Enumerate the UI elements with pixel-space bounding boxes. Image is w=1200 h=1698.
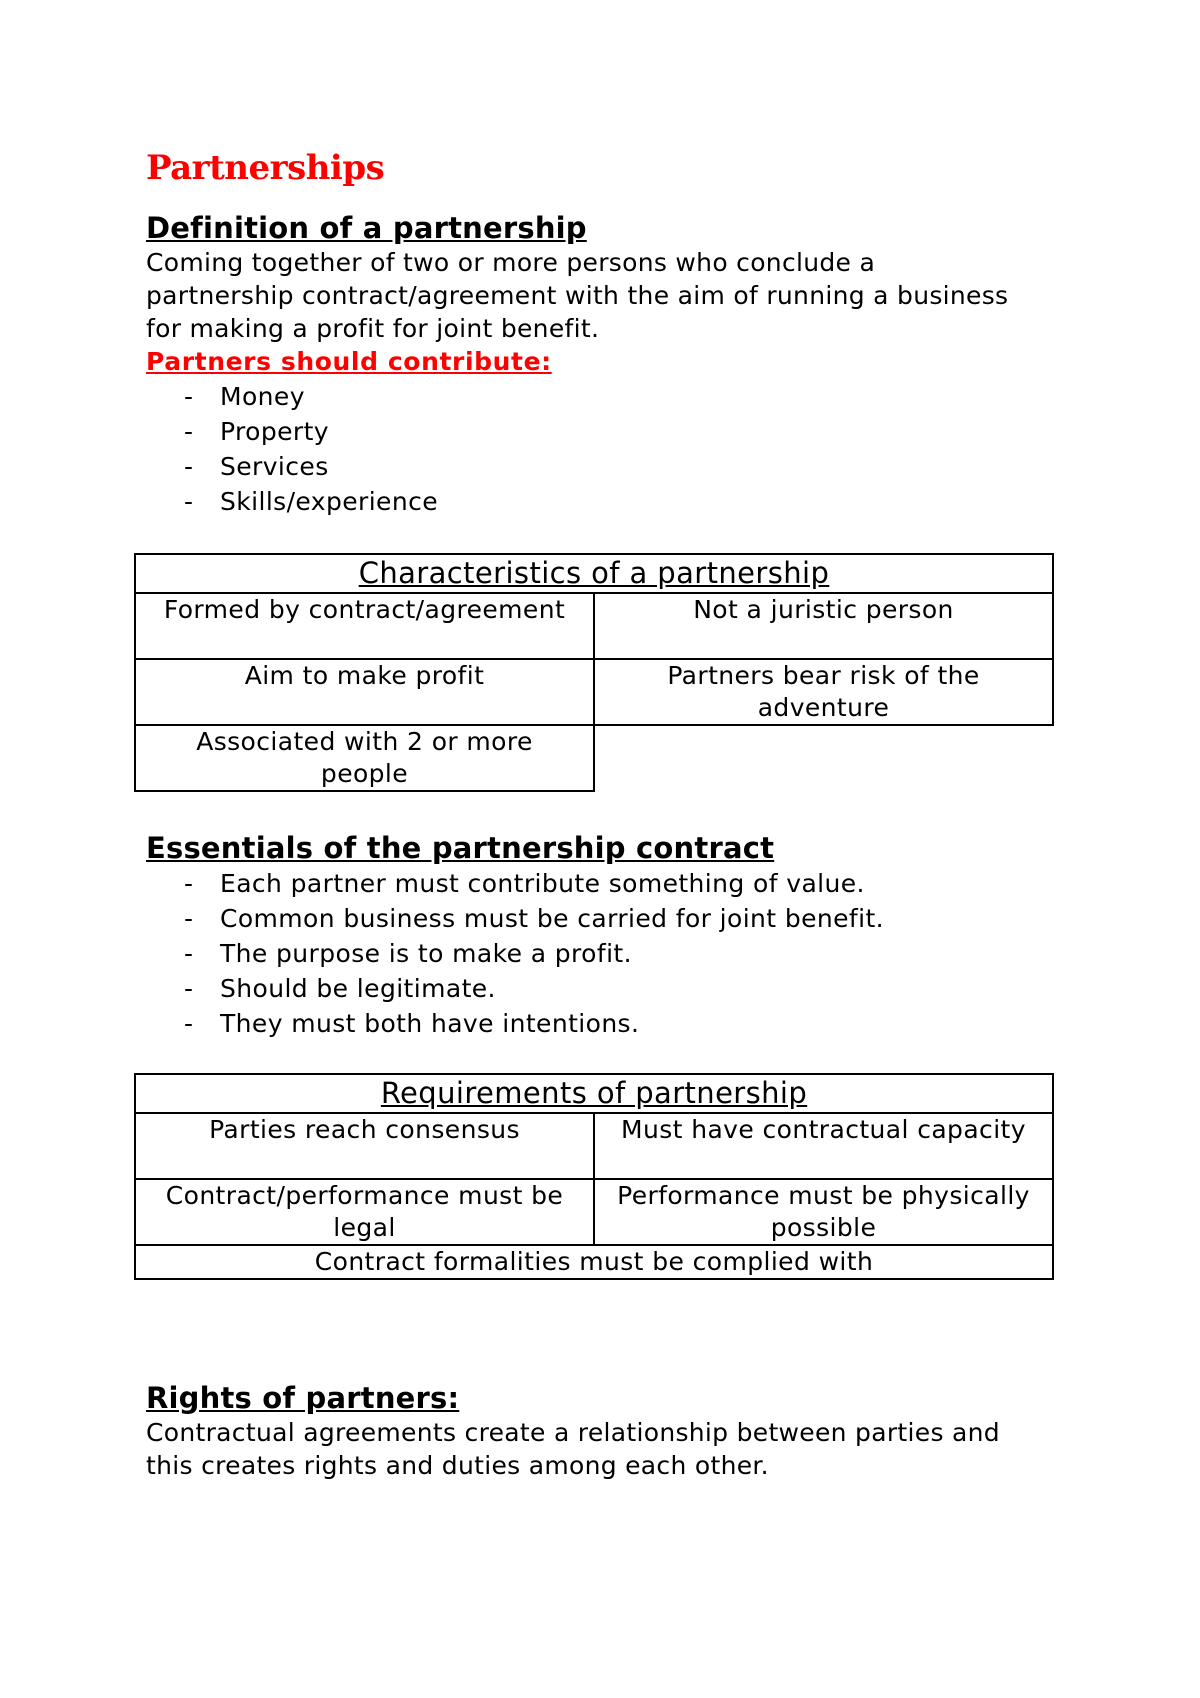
list-item xyxy=(146,449,1066,484)
table-cell: Contract/performance must be legal xyxy=(135,1179,594,1245)
bullet-dash: - xyxy=(184,974,194,1003)
bullet-dash: - xyxy=(184,939,194,968)
list-item xyxy=(146,901,1066,936)
requirements-table xyxy=(134,1073,1054,1280)
list-item-text: The purpose is to make a profit. xyxy=(220,939,632,968)
list-item xyxy=(146,936,1066,971)
list-item xyxy=(146,379,1066,414)
requirements-heading: Requirements of partnership xyxy=(135,1074,1053,1113)
empty-cell xyxy=(594,725,1053,791)
list-item-text: Property xyxy=(220,417,329,446)
contribute-list xyxy=(146,379,1066,519)
list-item xyxy=(146,484,1066,519)
list-item-text: Skills/experience xyxy=(220,487,438,516)
characteristics-table xyxy=(134,553,1054,792)
bullet-dash: - xyxy=(184,869,194,898)
contribute-label: Partners should contribute: xyxy=(146,347,552,376)
list-item-text: Services xyxy=(220,452,329,481)
bullet-dash: - xyxy=(184,1009,194,1038)
definition-text: Coming together of two or more persons who conclude a partnership contract/agreement with the aim of running a business for making a profit for joint benefit. xyxy=(146,248,1009,343)
essentials-heading: Essentials of the partnership contract xyxy=(146,831,775,865)
document-page xyxy=(146,146,1066,1482)
bullet-dash: - xyxy=(184,487,194,516)
bullet-dash: - xyxy=(184,417,194,446)
table-cell: Associated with 2 or more people xyxy=(135,725,594,791)
bullet-dash: - xyxy=(184,452,194,481)
table-cell: Aim to make profit xyxy=(135,659,594,725)
list-item xyxy=(146,866,1066,901)
rights-heading: Rights of partners: xyxy=(146,1381,460,1415)
bullet-dash: - xyxy=(184,382,194,411)
list-item-text: Common business must be carried for joint benefit. xyxy=(220,904,885,933)
table-cell: Contract formalities must be complied with xyxy=(135,1245,1053,1279)
essentials-list xyxy=(146,866,1066,1041)
characteristics-heading: Characteristics of a partnership xyxy=(135,554,1053,593)
table-cell: Partners bear risk of the adventure xyxy=(594,659,1053,725)
list-item xyxy=(146,414,1066,449)
table-cell: Parties reach consensus xyxy=(135,1113,594,1179)
rights-text: Contractual agreements create a relationship between parties and this creates rights and duties among each other. xyxy=(146,1418,1000,1480)
list-item-text: Money xyxy=(220,382,305,411)
list-item xyxy=(146,971,1066,1006)
bullet-dash: - xyxy=(184,904,194,933)
list-item-text: Each partner must contribute something of value. xyxy=(220,869,865,898)
definition-heading: Definition of a partnership xyxy=(146,211,587,245)
table-cell: Formed by contract/agreement xyxy=(135,593,594,659)
table-cell: Not a juristic person xyxy=(594,593,1053,659)
list-item-text: Should be legitimate. xyxy=(220,974,496,1003)
list-item-text: They must both have intentions. xyxy=(220,1009,640,1038)
table-cell: Performance must be physically possible xyxy=(594,1179,1053,1245)
page-title: Partnerships xyxy=(146,148,385,188)
table-cell: Must have contractual capacity xyxy=(594,1113,1053,1179)
list-item xyxy=(146,1006,1066,1041)
